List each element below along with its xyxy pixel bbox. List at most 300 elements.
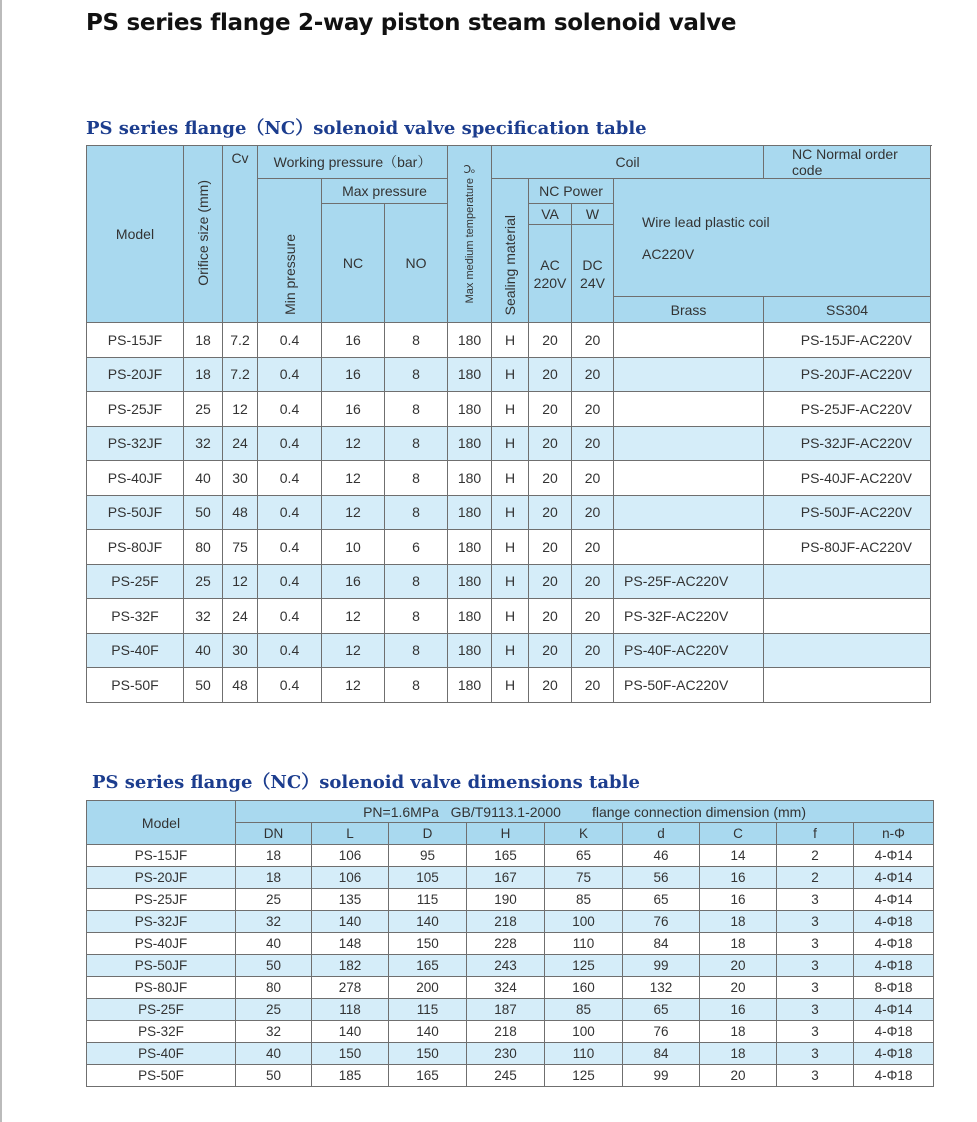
dim-cell: 4-Φ14 — [854, 867, 934, 889]
dim-cell: 16 — [700, 867, 777, 889]
dim-cell: 165 — [467, 845, 545, 867]
spec-cell: 180 — [448, 530, 492, 565]
dim-cell: 3 — [777, 889, 854, 911]
spec-cell: 10 — [322, 530, 385, 565]
spec-cell: H — [492, 564, 529, 599]
dim-cell: 4-Φ14 — [854, 845, 934, 867]
dim-cell: 3 — [777, 955, 854, 977]
dim-cell: 25 — [236, 889, 312, 911]
dim-cell: 20 — [700, 977, 777, 999]
dim-row — [87, 1065, 934, 1087]
spec-cell: 8 — [385, 392, 448, 427]
spec-cell — [614, 461, 764, 496]
dim-cell: 32 — [236, 1021, 312, 1043]
spec-cell: H — [492, 633, 529, 668]
spec-cell: H — [492, 426, 529, 461]
spec-cell: 0.4 — [258, 668, 322, 703]
spec-cell: 80 — [184, 530, 223, 565]
dim-row — [87, 933, 934, 955]
dim-cell: 105 — [389, 867, 467, 889]
dim-col-header: D — [389, 823, 467, 845]
spec-cell — [764, 564, 931, 599]
dim-cell: 4-Φ18 — [854, 1065, 934, 1087]
dim-cell: 190 — [467, 889, 545, 911]
dim-cell: 4-Φ18 — [854, 911, 934, 933]
header-coil: Coil — [492, 146, 764, 179]
spec-cell: H — [492, 495, 529, 530]
dim-cell: 110 — [545, 1043, 623, 1065]
dim-cell: 85 — [545, 889, 623, 911]
spec-cell: 24 — [223, 426, 258, 461]
spec-cell: PS-80JF-AC220V — [764, 530, 931, 565]
spec-cell: PS-25F — [87, 564, 184, 599]
dim-cell: 148 — [312, 933, 389, 955]
spec-cell: 20 — [572, 668, 614, 703]
spec-cell: 8 — [385, 495, 448, 530]
dim-cell: PS-50F — [87, 1065, 236, 1087]
spec-cell: 20 — [529, 564, 572, 599]
spec-cell: 180 — [448, 564, 492, 599]
dim-cell: PS-32F — [87, 1021, 236, 1043]
spec-cell: 8 — [385, 633, 448, 668]
spec-cell: PS-15JF — [87, 323, 184, 358]
dim-table-title: PS series flange（NC）solenoid valve dimensions table — [92, 772, 640, 793]
spec-cell: 40 — [184, 461, 223, 496]
dimensions-table — [86, 800, 934, 1087]
dim-cell: PS-40F — [87, 1043, 236, 1065]
header-orifice: Orifice size (mm) — [195, 179, 211, 286]
dim-cell: 76 — [623, 1021, 700, 1043]
dim-row — [87, 999, 934, 1021]
spec-cell: 180 — [448, 633, 492, 668]
dim-cell: 2 — [777, 845, 854, 867]
dim-cell: 3 — [777, 1043, 854, 1065]
dim-cell: 95 — [389, 845, 467, 867]
spec-row — [87, 392, 931, 427]
dim-cell: 187 — [467, 999, 545, 1021]
dim-row — [87, 977, 934, 999]
dim-cell: 185 — [312, 1065, 389, 1087]
header-no: NO — [385, 204, 448, 323]
spec-cell: PS-32F — [87, 599, 184, 634]
spec-cell: 25 — [184, 564, 223, 599]
dim-cell: 135 — [312, 889, 389, 911]
spec-cell: 20 — [529, 530, 572, 565]
spec-cell: H — [492, 323, 529, 358]
spec-cell: H — [492, 668, 529, 703]
dim-cell: 165 — [389, 955, 467, 977]
dim-cell: 324 — [467, 977, 545, 999]
dim-cell: 200 — [389, 977, 467, 999]
dim-cell: 3 — [777, 977, 854, 999]
spec-cell: H — [492, 461, 529, 496]
spec-cell: 20 — [572, 495, 614, 530]
header-min: Min pressure — [281, 234, 298, 315]
dim-cell: 40 — [236, 933, 312, 955]
dim-row — [87, 867, 934, 889]
spec-cell: PS-25JF — [87, 392, 184, 427]
header-cv: Cv — [223, 146, 258, 323]
spec-cell: 12 — [223, 564, 258, 599]
dim-cell: 3 — [777, 911, 854, 933]
dim-cell: 65 — [623, 999, 700, 1021]
dim-cell: PS-25JF — [87, 889, 236, 911]
dim-col-header: K — [545, 823, 623, 845]
dim-cell: 80 — [236, 977, 312, 999]
spec-cell: 20 — [529, 599, 572, 634]
spec-cell: 50 — [184, 668, 223, 703]
dim-cell: 115 — [389, 889, 467, 911]
spec-cell: 20 — [572, 426, 614, 461]
spec-cell: 48 — [223, 495, 258, 530]
spec-cell: 180 — [448, 426, 492, 461]
dim-cell: 18 — [700, 1043, 777, 1065]
dim-row — [87, 889, 934, 911]
dim-col-header: DN — [236, 823, 312, 845]
spec-cell: 75 — [223, 530, 258, 565]
spec-cell: PS-40F — [87, 633, 184, 668]
dim-cell: 243 — [467, 955, 545, 977]
dim-col-header: f — [777, 823, 854, 845]
spec-cell: 20 — [529, 461, 572, 496]
dim-cell: 165 — [389, 1065, 467, 1087]
dim-cell: 3 — [777, 999, 854, 1021]
spec-cell — [764, 599, 931, 634]
dim-cell: 100 — [545, 911, 623, 933]
spec-row — [87, 323, 931, 358]
spec-cell: 20 — [572, 461, 614, 496]
spec-cell: 30 — [223, 633, 258, 668]
header-dc: DC 24V — [572, 225, 614, 323]
spec-cell: PS-40JF-AC220V — [764, 461, 931, 496]
spec-cell: 6 — [385, 530, 448, 565]
spec-cell: 8 — [385, 357, 448, 392]
dim-cell: 150 — [312, 1043, 389, 1065]
header-max: Max pressure — [322, 179, 448, 204]
dim-cell: 150 — [389, 1043, 467, 1065]
spec-cell: PS-80JF — [87, 530, 184, 565]
dim-cell: 110 — [545, 933, 623, 955]
spec-cell: 20 — [572, 564, 614, 599]
spec-row — [87, 495, 931, 530]
dim-cell: 115 — [389, 999, 467, 1021]
dim-cell: 65 — [545, 845, 623, 867]
dim-cell: 18 — [700, 1021, 777, 1043]
spec-cell — [614, 392, 764, 427]
dim-row — [87, 955, 934, 977]
dim-cell: PS-40JF — [87, 933, 236, 955]
spec-cell: 20 — [572, 392, 614, 427]
dim-cell: PS-25F — [87, 999, 236, 1021]
spec-table-title: PS series flange（NC）solenoid valve specification table — [86, 118, 647, 139]
spec-cell: 180 — [448, 392, 492, 427]
spec-cell — [614, 495, 764, 530]
dim-cell: 218 — [467, 1021, 545, 1043]
spec-cell: 24 — [223, 599, 258, 634]
dim-cell: 118 — [312, 999, 389, 1021]
header-brass: Brass — [614, 297, 764, 323]
dim-cell: 100 — [545, 1021, 623, 1043]
spec-cell: PS-20JF — [87, 357, 184, 392]
spec-cell: 12 — [322, 495, 385, 530]
spec-row — [87, 599, 931, 634]
dim-cell: 8-Φ18 — [854, 977, 934, 999]
dim-cell: 84 — [623, 933, 700, 955]
spec-row — [87, 564, 931, 599]
spec-cell: 8 — [385, 426, 448, 461]
dim-cell: 85 — [545, 999, 623, 1021]
spec-cell: 180 — [448, 323, 492, 358]
spec-cell: 16 — [322, 392, 385, 427]
header-w: W — [572, 204, 614, 225]
dim-cell: 76 — [623, 911, 700, 933]
spec-row — [87, 357, 931, 392]
spec-cell: 12 — [322, 599, 385, 634]
dim-row — [87, 845, 934, 867]
spec-row — [87, 426, 931, 461]
dim-cell: 4-Φ18 — [854, 1021, 934, 1043]
spec-cell: 25 — [184, 392, 223, 427]
dim-cell: 125 — [545, 1065, 623, 1087]
spec-cell — [614, 357, 764, 392]
spec-cell: PS-32JF-AC220V — [764, 426, 931, 461]
dim-cell: 140 — [389, 1021, 467, 1043]
spec-cell: PS-25JF-AC220V — [764, 392, 931, 427]
spec-cell: 20 — [529, 668, 572, 703]
spec-cell: 0.4 — [258, 599, 322, 634]
spec-cell: PS-20JF-AC220V — [764, 357, 931, 392]
dim-cell: 3 — [777, 1021, 854, 1043]
spec-cell: 0.4 — [258, 633, 322, 668]
dim-cell: 140 — [312, 911, 389, 933]
dim-cell: PS-15JF — [87, 845, 236, 867]
spec-cell: PS-50F — [87, 668, 184, 703]
spec-row — [87, 461, 931, 496]
dim-cell: 3 — [777, 933, 854, 955]
header-ac: AC 220V — [529, 225, 572, 323]
header-nc: NC — [322, 204, 385, 323]
spec-cell: 20 — [529, 495, 572, 530]
spec-cell: 180 — [448, 668, 492, 703]
spec-cell: 20 — [529, 323, 572, 358]
spec-cell: 16 — [322, 323, 385, 358]
dim-cell: 218 — [467, 911, 545, 933]
spec-cell: PS-32JF — [87, 426, 184, 461]
spec-row — [87, 633, 931, 668]
spec-cell: 12 — [322, 668, 385, 703]
spec-row — [87, 668, 931, 703]
dim-cell: 32 — [236, 911, 312, 933]
dim-header-group: PN=1.6MPa GB/T9113.1-2000 flange connection dimension (mm) — [236, 801, 934, 823]
spec-cell: 180 — [448, 599, 492, 634]
spec-cell: H — [492, 530, 529, 565]
dim-cell: 150 — [389, 933, 467, 955]
header-working: Working pressure（bar） — [258, 146, 448, 179]
dim-cell: 84 — [623, 1043, 700, 1065]
dim-cell: 65 — [623, 889, 700, 911]
spec-cell: PS-40JF — [87, 461, 184, 496]
dim-cell: 25 — [236, 999, 312, 1021]
dim-col-header: d — [623, 823, 700, 845]
dim-cell: 140 — [312, 1021, 389, 1043]
spec-cell: 8 — [385, 461, 448, 496]
spec-cell: 20 — [572, 633, 614, 668]
spec-cell: 8 — [385, 668, 448, 703]
dim-cell: 228 — [467, 933, 545, 955]
spec-cell: PS-50F-AC220V — [614, 668, 764, 703]
dim-row — [87, 1043, 934, 1065]
spec-cell: 20 — [572, 357, 614, 392]
spec-cell: PS-40F-AC220V — [614, 633, 764, 668]
page-edge — [0, 0, 2, 1122]
dim-cell: PS-80JF — [87, 977, 236, 999]
dim-col-header: n-Φ — [854, 823, 934, 845]
spec-cell: PS-25F-AC220V — [614, 564, 764, 599]
spec-cell: 12 — [223, 392, 258, 427]
dim-cell: 18 — [700, 933, 777, 955]
spec-row — [87, 530, 931, 565]
dim-col-header: L — [312, 823, 389, 845]
spec-cell: 0.4 — [258, 323, 322, 358]
header-ncpower: NC Power — [529, 179, 614, 204]
header-seal: Sealing material — [502, 214, 519, 315]
dim-cell: 245 — [467, 1065, 545, 1087]
dim-cell: 16 — [700, 889, 777, 911]
header-wire: Wire lead plastic coil — [642, 213, 770, 230]
spec-cell: 20 — [529, 357, 572, 392]
spec-cell: 180 — [448, 357, 492, 392]
dim-cell: 18 — [236, 867, 312, 889]
spec-cell: 18 — [184, 323, 223, 358]
dim-cell: 4-Φ14 — [854, 999, 934, 1021]
spec-cell: PS-50JF — [87, 495, 184, 530]
header-model: Model — [87, 146, 184, 323]
spec-cell: 20 — [529, 392, 572, 427]
dim-cell: PS-20JF — [87, 867, 236, 889]
spec-cell: H — [492, 357, 529, 392]
spec-cell: H — [492, 599, 529, 634]
spec-cell: 8 — [385, 599, 448, 634]
dim-cell: 132 — [623, 977, 700, 999]
dim-cell: 20 — [700, 1065, 777, 1087]
spec-cell — [614, 530, 764, 565]
dim-cell: 4-Φ18 — [854, 933, 934, 955]
spec-cell: PS-32F-AC220V — [614, 599, 764, 634]
spec-cell: 0.4 — [258, 392, 322, 427]
spec-cell: 48 — [223, 668, 258, 703]
spec-cell: 180 — [448, 461, 492, 496]
dim-cell: 18 — [236, 845, 312, 867]
spec-cell — [764, 633, 931, 668]
spec-cell: 12 — [322, 633, 385, 668]
dim-cell: 140 — [389, 911, 467, 933]
dim-cell: 56 — [623, 867, 700, 889]
spec-cell: 0.4 — [258, 461, 322, 496]
dim-cell: 230 — [467, 1043, 545, 1065]
header-ac220: AC220V — [642, 245, 695, 262]
dim-cell: 16 — [700, 999, 777, 1021]
spec-cell: 32 — [184, 599, 223, 634]
dim-cell: 46 — [623, 845, 700, 867]
dim-cell: PS-32JF — [87, 911, 236, 933]
dim-cell: 278 — [312, 977, 389, 999]
dim-cell: 167 — [467, 867, 545, 889]
spec-cell: 50 — [184, 495, 223, 530]
spec-cell: 7.2 — [223, 323, 258, 358]
spec-cell: 18 — [184, 357, 223, 392]
spec-cell: 30 — [223, 461, 258, 496]
specification-table — [86, 145, 931, 703]
spec-cell: PS-50JF-AC220V — [764, 495, 931, 530]
dim-cell: 14 — [700, 845, 777, 867]
spec-cell: 8 — [385, 323, 448, 358]
page-title: PS series flange 2-way piston steam solenoid valve — [86, 10, 737, 36]
spec-cell: 20 — [529, 426, 572, 461]
spec-cell: 0.4 — [258, 564, 322, 599]
dim-cell: 18 — [700, 911, 777, 933]
dim-cell: 4-Φ18 — [854, 1043, 934, 1065]
dim-header-model: Model — [87, 801, 236, 845]
spec-cell: 20 — [529, 633, 572, 668]
dim-cell: 99 — [623, 1065, 700, 1087]
dim-cell: 99 — [623, 955, 700, 977]
spec-cell: 8 — [385, 564, 448, 599]
dim-cell: 75 — [545, 867, 623, 889]
dim-row — [87, 1021, 934, 1043]
spec-cell: 0.4 — [258, 357, 322, 392]
dim-row — [87, 911, 934, 933]
spec-cell: 20 — [572, 599, 614, 634]
dim-cell: PS-50JF — [87, 955, 236, 977]
spec-cell: 16 — [322, 357, 385, 392]
spec-cell: 0.4 — [258, 530, 322, 565]
spec-cell: 0.4 — [258, 495, 322, 530]
spec-cell: 20 — [572, 323, 614, 358]
dim-cell: 40 — [236, 1043, 312, 1065]
spec-cell: 16 — [322, 564, 385, 599]
spec-cell: 12 — [322, 426, 385, 461]
dim-cell: 50 — [236, 955, 312, 977]
dim-cell: 3 — [777, 1065, 854, 1087]
dim-cell: 20 — [700, 955, 777, 977]
dim-cell: 50 — [236, 1065, 312, 1087]
spec-cell: 32 — [184, 426, 223, 461]
spec-cell: 0.4 — [258, 426, 322, 461]
spec-cell: 40 — [184, 633, 223, 668]
spec-cell: 7.2 — [223, 357, 258, 392]
spec-cell: PS-15JF-AC220V — [764, 323, 931, 358]
spec-cell — [614, 323, 764, 358]
header-temp: Max medium temperature ℃ — [464, 161, 477, 304]
spec-cell: 20 — [572, 530, 614, 565]
dim-cell: 182 — [312, 955, 389, 977]
dim-cell: 125 — [545, 955, 623, 977]
spec-cell — [764, 668, 931, 703]
spec-cell: H — [492, 392, 529, 427]
header-ss304: SS304 — [764, 297, 931, 323]
dim-cell: 4-Φ14 — [854, 889, 934, 911]
spec-cell: 180 — [448, 495, 492, 530]
dim-cell: 106 — [312, 845, 389, 867]
dim-col-header: C — [700, 823, 777, 845]
dim-cell: 4-Φ18 — [854, 955, 934, 977]
spec-cell: 12 — [322, 461, 385, 496]
dim-cell: 106 — [312, 867, 389, 889]
header-va: VA — [529, 204, 572, 225]
header-order: NC Normal order code — [764, 146, 931, 179]
dim-cell: 2 — [777, 867, 854, 889]
spec-cell — [614, 426, 764, 461]
